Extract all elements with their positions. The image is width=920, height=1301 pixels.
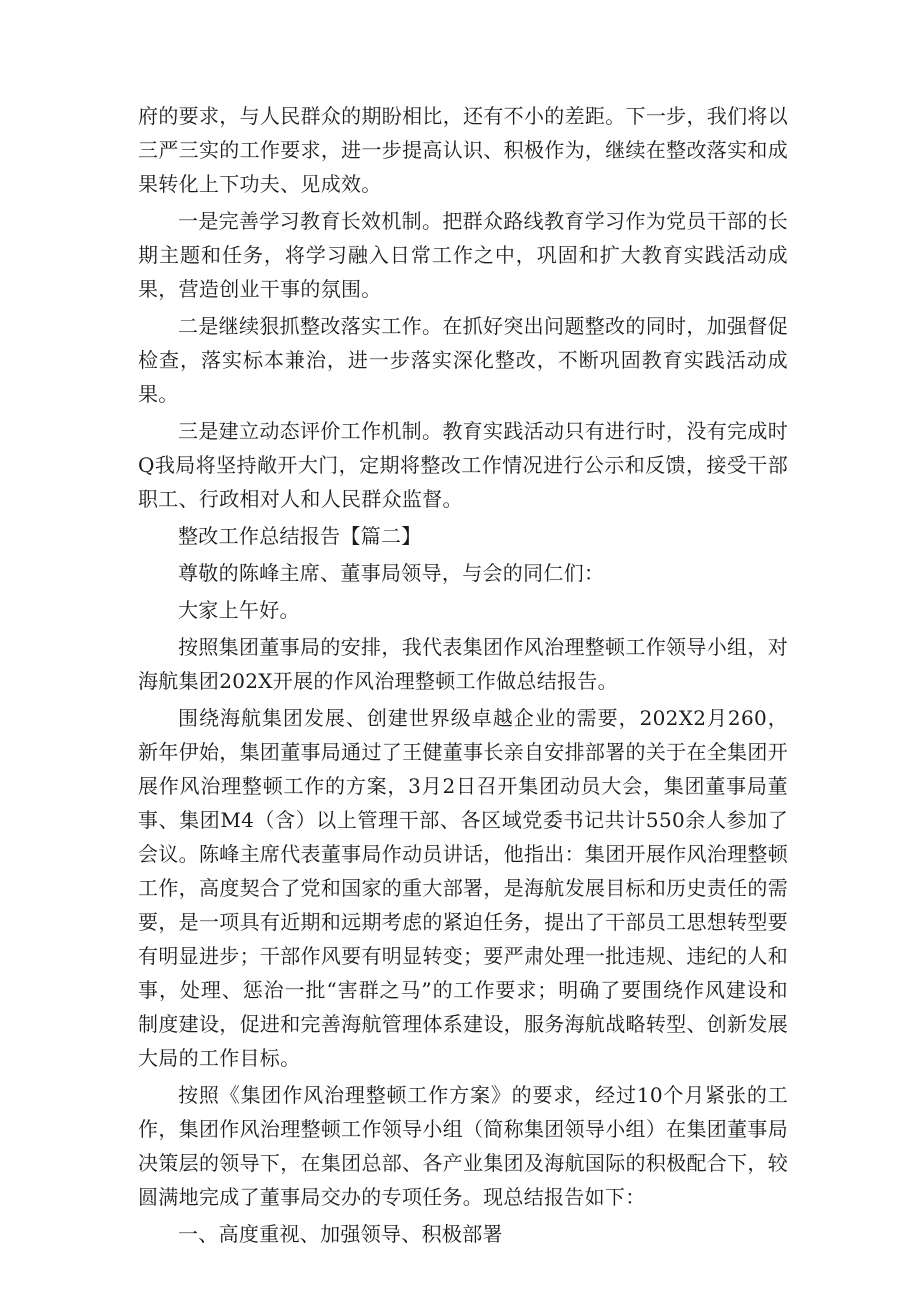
section-heading-one: 一、高度重视、加强领导、积极部署 [178, 1222, 503, 1246]
greeting: 大家上午好。 [178, 598, 300, 622]
document-page [138, 99, 788, 1251]
paragraph-point-one: 一是完善学习教育长效机制。把群众路线教育学习作为党员干部的长期主题和任务，将学习融入日常工作之中，巩固和扩大教育实践活动成果，营造创业干事的氛围。 [138, 209, 788, 301]
salutation: 尊敬的陈峰主席、董事局领导，与会的同仁们： [178, 561, 605, 585]
paragraph-point-three: 三是建立动态评价工作机制。教育实践活动只有进行时，没有完成时Q我局将坚持敞开大门，定期将整改工作情况进行公示和反馈，接受干部职工、行政相对人和人民群众监督。 [138, 419, 788, 511]
paragraph-point-two: 二是继续狠抓整改落实工作。在抓好突出问题整改的同时，加强督促检查，落实标本兼治，进一步落实深化整改，不断巩固教育实践活动成果。 [138, 314, 788, 406]
paragraph-intro: 按照集团董事局的安排，我代表集团作风治理整顿工作领导小组，对海航集团202X开展的作风治理整顿工作做总结报告。 [138, 635, 788, 693]
paragraph-background: 围绕海航集团发展、创建世界级卓越企业的需要，202X2月260，新年伊始，集团董事局通过了王健董事长亲自安排部署的关于在全集团开展作风治理整顿工作的方案，3月2日召开集团动员大会，集团董事局董事、集团M4（含）以上管理干部、各区域党委书记共计550余人参加了会议。陈峰主席代表董事局作动员讲话，他指出：集团开展作风治理整顿工作，高度契合了党和国家的重大部署，是海航发展目标和历史责任的需要，是一项具有近期和远期考虑的紧迫任务，提出了干部员工思想转型要有明显进步；干部作风要有明显转变；要严肃处理一批违规、违纪的人和事，处理、惩治一批“害群之马”的工作要求；明确了要围绕作风建设和制度建设，促进和完善海航管理体系建设，服务海航战略转型、创新发展大局的工作目标。 [138, 706, 788, 1070]
paragraph-summary: 按照《集团作风治理整顿工作方案》的要求，经过10个月紧张的工作，集团作风治理整顿工作领导小组（简称集团领导小组）在集团董事局决策层的领导下，在集团总部、各产业集团及海航国际的积极配合下，较圆满地完成了董事局交办的专项任务。现总结报告如下： [138, 1083, 788, 1209]
section-title-part-two: 整改工作总结报告【篇二】 [178, 524, 422, 548]
paragraph-continuation: 府的要求，与人民群众的期盼相比，还有不小的差距。下一步，我们将以三严三实的工作要求，进一步提高认识、积极作为，继续在整改落实和成果转化上下功夫、见成效。 [138, 104, 788, 196]
